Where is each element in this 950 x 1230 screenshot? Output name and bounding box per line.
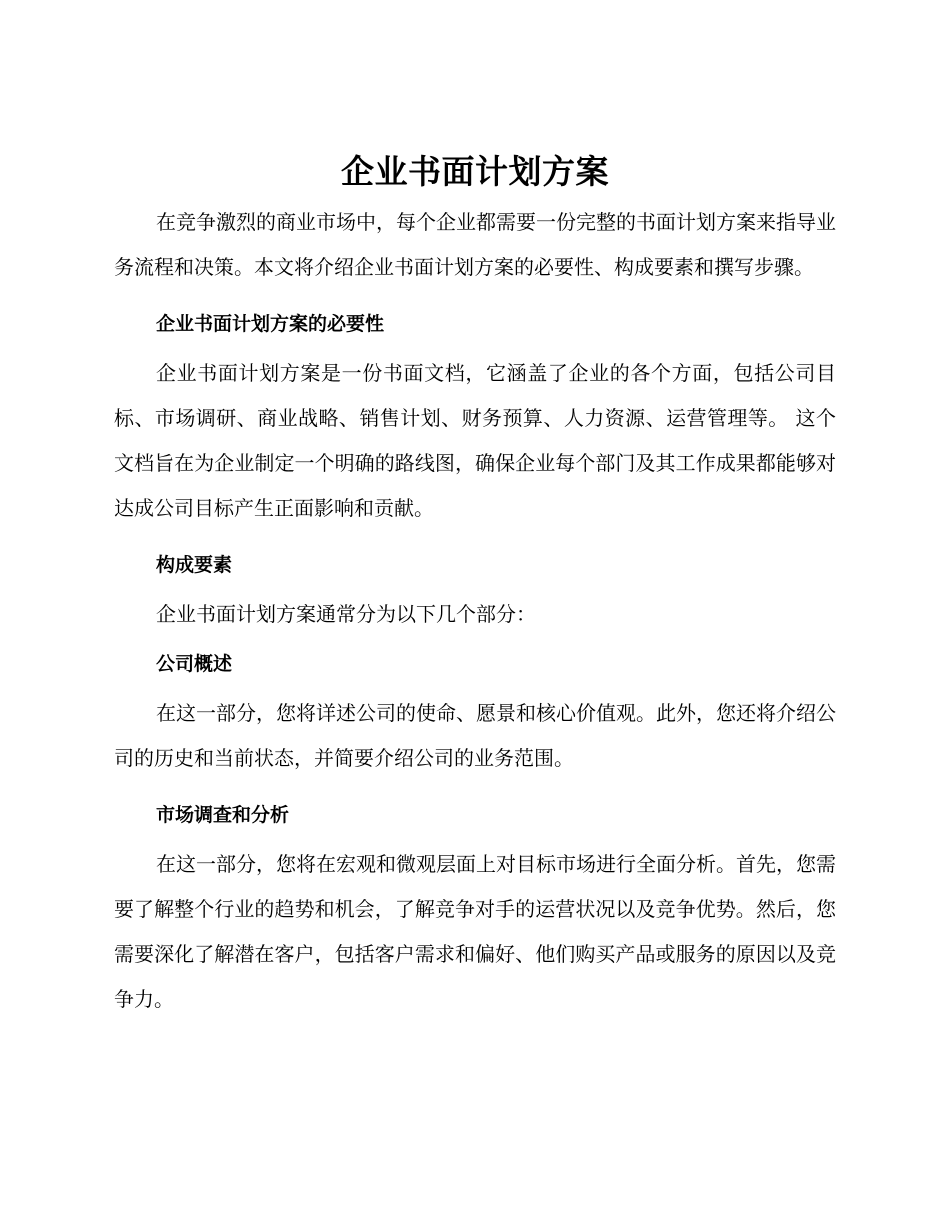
document-title: 企业书面计划方案 <box>341 152 609 191</box>
section-paragraph-company-overview: 在这一部分，您将详述公司的使命、愿景和核心价值观。此外，您还将介绍公司的历史和当前状态，并简要介绍公司的业务范围。 <box>114 701 836 770</box>
section-paragraph-market-analysis: 在这一部分，您将在宏观和微观层面上对目标市场进行全面分析。首先，您需要了解整个行业的趋势和机会，了解竞争对手的运营状况以及竞争优势。然后，您需要深化了解潜在客户，包括客户需求和偏好、他们购买产品或服务的原因以及竞争力。 <box>114 852 836 1011</box>
intro-paragraph: 在竞争激烈的商业市场中，每个企业都需要一份完整的书面计划方案来指导业务流程和决策。本文将介绍企业书面计划方案的必要性、构成要素和撰写步骤。 <box>114 210 836 279</box>
section-paragraph-components: 企业书面计划方案通常分为以下几个部分： <box>156 602 536 626</box>
section-heading-market-analysis: 市场调查和分析 <box>156 804 290 826</box>
section-paragraph-necessity: 企业书面计划方案是一份书面文档，它涵盖了企业的各个方面，包括公司目标、市场调研、商业战略、销售计划、财务预算、人力资源、运营管理等。 这个文档旨在为企业制定一个明确的路线图，确保企业每个部门及其工作成果都能够对达成公司目标产生正面影响和贡献。 <box>114 361 836 520</box>
section-heading-necessity: 企业书面计划方案的必要性 <box>156 313 385 335</box>
section-heading-components: 构成要素 <box>156 554 233 576</box>
section-heading-company-overview: 公司概述 <box>156 653 233 675</box>
